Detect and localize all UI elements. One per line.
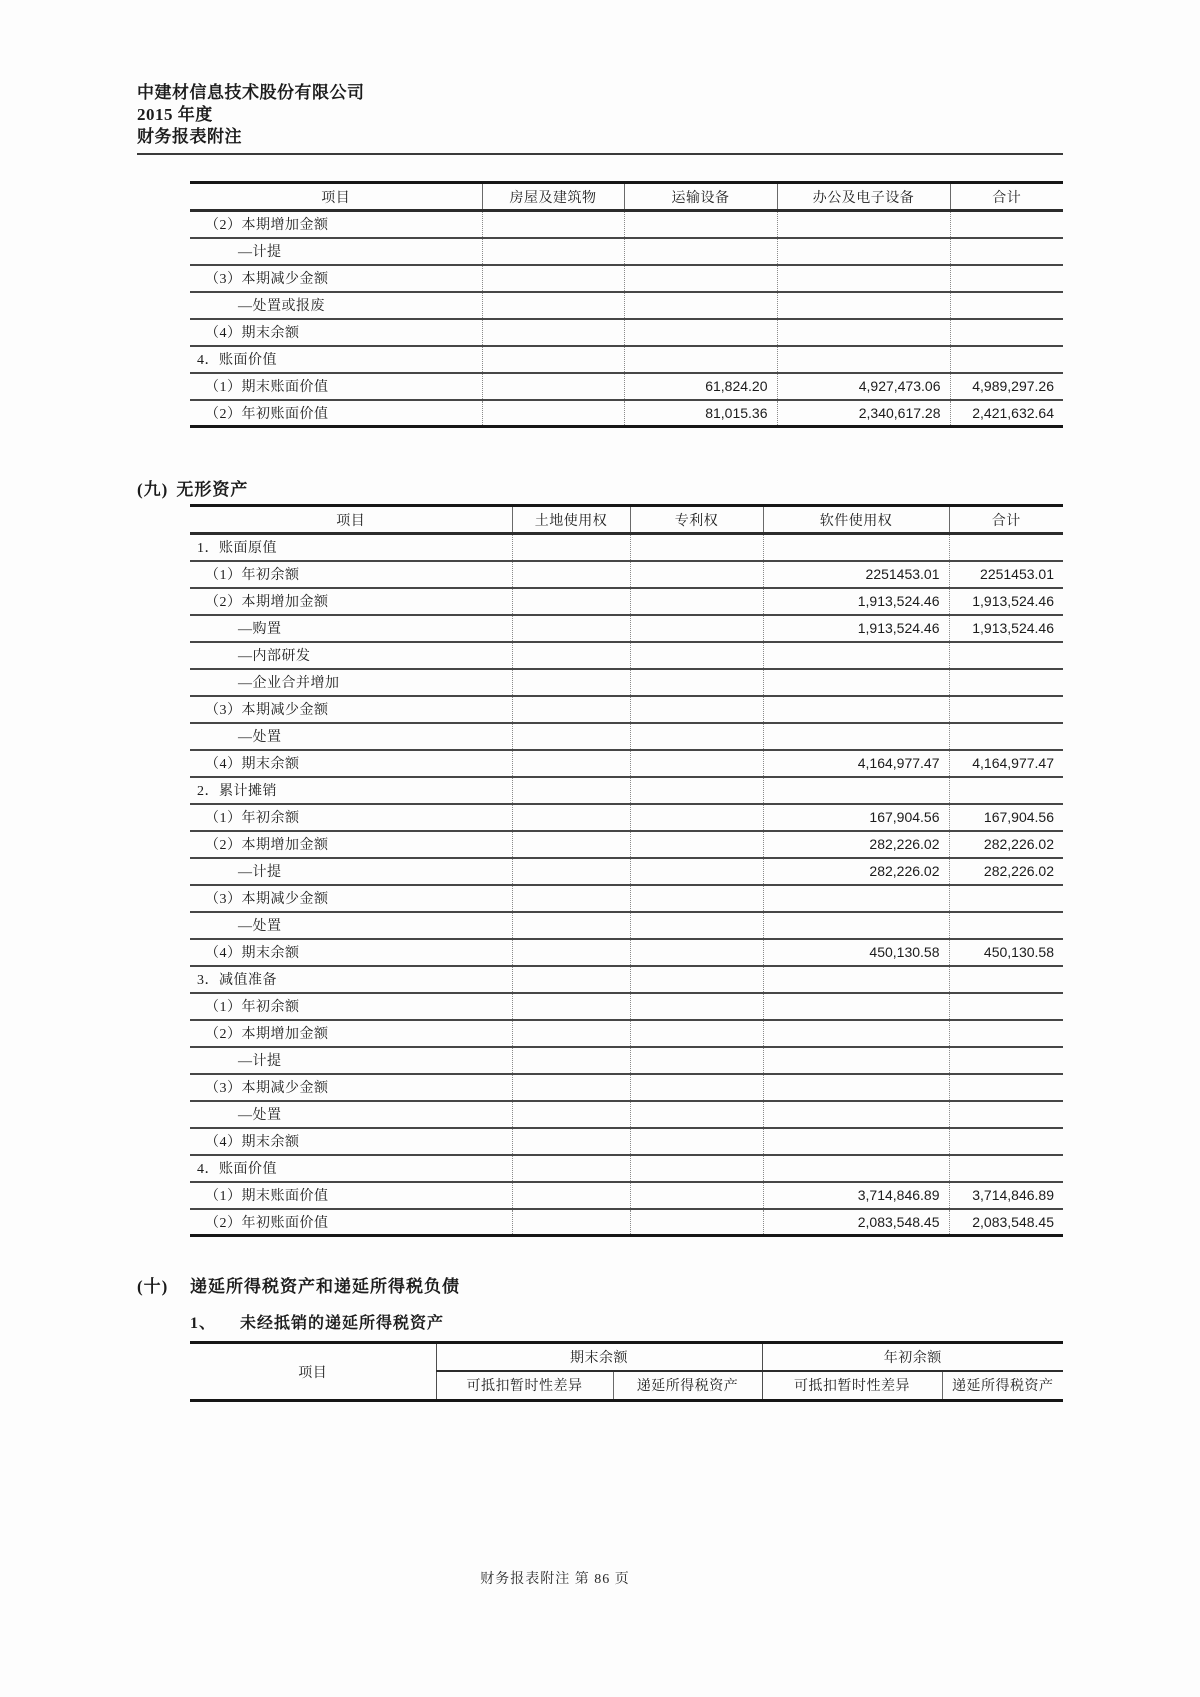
row-label: 4．账面价值 <box>190 1155 512 1182</box>
cell-value <box>512 1020 630 1047</box>
cell-value <box>763 966 949 993</box>
row-label: （4）期末余额 <box>190 939 512 966</box>
cell-value <box>630 885 763 912</box>
cell-value <box>777 292 950 319</box>
cell-value: 167,904.56 <box>763 804 949 831</box>
table-row <box>190 1101 1063 1128</box>
cell-value: 2,421,632.64 <box>950 400 1063 427</box>
cell-value <box>512 1074 630 1101</box>
table-row <box>190 885 1063 912</box>
column-header: 运输设备 <box>624 183 777 211</box>
table-row <box>190 723 1063 750</box>
cell-value <box>630 777 763 804</box>
column-header: 项目 <box>190 183 482 211</box>
column-header: 专利权 <box>630 506 763 534</box>
cell-value <box>512 966 630 993</box>
cell-value: 2,340,617.28 <box>777 400 950 427</box>
row-label: —计提 <box>190 1047 512 1074</box>
cell-value <box>950 211 1063 238</box>
cell-value: 4,164,977.47 <box>949 750 1063 777</box>
cell-value <box>482 292 624 319</box>
cell-value <box>950 292 1063 319</box>
row-label: —企业合并增加 <box>190 669 512 696</box>
cell-value: 4,927,473.06 <box>777 373 950 400</box>
table-row <box>190 534 1063 561</box>
cell-value <box>763 912 949 939</box>
section-9-title: 无形资产 <box>176 480 249 499</box>
row-label: （1）期末账面价值 <box>190 373 482 400</box>
cell-value <box>949 642 1063 669</box>
column-header-deferred-asset-end: 递延所得税资产 <box>613 1371 762 1401</box>
cell-value <box>482 211 624 238</box>
table-row <box>190 777 1063 804</box>
cell-value <box>950 319 1063 346</box>
table-row <box>190 831 1063 858</box>
cell-value <box>630 1047 763 1074</box>
cell-value <box>630 804 763 831</box>
cell-value <box>512 669 630 696</box>
cell-value <box>763 642 949 669</box>
table-row <box>190 561 1063 588</box>
fiscal-year: 2015 年度 <box>137 105 213 124</box>
cell-value <box>950 265 1063 292</box>
cell-value <box>512 885 630 912</box>
table-row <box>190 346 1063 373</box>
cell-value <box>949 534 1063 561</box>
table-row <box>190 642 1063 669</box>
subsection-1-title: 未经抵销的递延所得税资产 <box>240 1315 445 1332</box>
row-label: （2）年初账面价值 <box>190 1209 512 1236</box>
cell-value <box>763 993 949 1020</box>
table-row <box>190 939 1063 966</box>
cell-value <box>949 1047 1063 1074</box>
cell-value <box>630 642 763 669</box>
row-label: （1）期末账面价值 <box>190 1182 512 1209</box>
cell-value <box>512 723 630 750</box>
table-row <box>190 804 1063 831</box>
cell-value <box>763 1101 949 1128</box>
cell-value <box>949 1020 1063 1047</box>
column-header-item: 项目 <box>298 1365 328 1381</box>
table-row <box>190 1047 1063 1074</box>
cell-value: 3,714,846.89 <box>949 1182 1063 1209</box>
cell-value <box>482 373 624 400</box>
row-label: （3）本期减少金额 <box>190 885 512 912</box>
cell-value <box>624 211 777 238</box>
cell-value <box>630 1155 763 1182</box>
table-row <box>190 669 1063 696</box>
cell-value <box>949 669 1063 696</box>
cell-value <box>763 696 949 723</box>
column-header: 项目 <box>190 506 512 534</box>
row-label: 2．累计摊销 <box>190 777 512 804</box>
cell-value <box>763 885 949 912</box>
section-10-heading <box>137 1275 1200 1299</box>
cell-value <box>630 939 763 966</box>
cell-value <box>777 346 950 373</box>
cell-value <box>630 534 763 561</box>
cell-value <box>630 1209 763 1236</box>
row-label: —处置 <box>190 723 512 750</box>
cell-value <box>482 265 624 292</box>
cell-value <box>763 1047 949 1074</box>
cell-value <box>512 588 630 615</box>
cell-value <box>624 319 777 346</box>
cell-value <box>512 642 630 669</box>
cell-value <box>763 1074 949 1101</box>
cell-value: 2251453.01 <box>949 561 1063 588</box>
cell-value <box>777 211 950 238</box>
cell-value <box>949 885 1063 912</box>
table-row <box>190 292 1063 319</box>
company-name: 中建材信息技术股份有限公司 <box>137 83 365 102</box>
cell-value <box>763 1020 949 1047</box>
row-label: （4）期末余额 <box>190 750 512 777</box>
cell-value <box>512 1101 630 1128</box>
table-row <box>190 1128 1063 1155</box>
cell-value <box>482 319 624 346</box>
cell-value <box>630 750 763 777</box>
cell-value <box>512 534 630 561</box>
cell-value <box>763 1155 949 1182</box>
cell-value <box>630 696 763 723</box>
table-row <box>190 615 1063 642</box>
header-divider <box>137 153 1063 155</box>
doc-title: 财务报表附注 <box>137 127 242 146</box>
cell-value <box>630 669 763 696</box>
cell-value <box>763 1128 949 1155</box>
row-label: （1）年初余额 <box>190 804 512 831</box>
fixed-assets-table <box>190 181 1063 428</box>
cell-value <box>512 831 630 858</box>
cell-value: 1,913,524.46 <box>949 615 1063 642</box>
cell-value <box>630 912 763 939</box>
cell-value <box>630 1074 763 1101</box>
cell-value <box>949 912 1063 939</box>
cell-value <box>512 912 630 939</box>
table-row <box>190 1020 1063 1047</box>
cell-value <box>630 588 763 615</box>
table-row <box>190 1155 1063 1182</box>
section-10-number: (十) <box>137 1277 169 1296</box>
column-header: 土地使用权 <box>512 506 630 534</box>
cell-value: 282,226.02 <box>949 858 1063 885</box>
cell-value <box>777 238 950 265</box>
column-header-deductible-diff-begin: 可抵扣暂时性差异 <box>762 1371 942 1401</box>
deferred-tax-header-row-groups <box>190 1343 1063 1371</box>
column-header: 房屋及建筑物 <box>482 183 624 211</box>
cell-value <box>630 993 763 1020</box>
page-footer: 财务报表附注 第 86 页 <box>480 1572 630 1587</box>
deferred-tax-table <box>190 1341 1063 1402</box>
cell-value <box>624 265 777 292</box>
cell-value <box>777 319 950 346</box>
cell-value <box>949 777 1063 804</box>
cell-value <box>763 777 949 804</box>
intangible-assets-table <box>190 504 1063 1237</box>
row-label: （4）期末余额 <box>190 1128 512 1155</box>
row-label: （3）本期减少金额 <box>190 265 482 292</box>
cell-value: 81,015.36 <box>624 400 777 427</box>
cell-value: 282,226.02 <box>763 858 949 885</box>
cell-value <box>624 292 777 319</box>
cell-value <box>624 238 777 265</box>
cell-value <box>630 831 763 858</box>
row-label: —处置 <box>190 912 512 939</box>
column-header: 办公及电子设备 <box>777 183 950 211</box>
cell-value <box>482 400 624 427</box>
section-9-heading <box>137 478 1200 502</box>
cell-value <box>630 1128 763 1155</box>
row-label: —处置或报废 <box>190 292 482 319</box>
cell-value <box>624 346 777 373</box>
table-row <box>190 400 1063 427</box>
cell-value <box>512 696 630 723</box>
cell-value: 2,083,548.45 <box>949 1209 1063 1236</box>
cell-value: 282,226.02 <box>949 831 1063 858</box>
row-label: （1）年初余额 <box>190 993 512 1020</box>
table-row <box>190 588 1063 615</box>
table-row <box>190 966 1063 993</box>
cell-value: 3,714,846.89 <box>763 1182 949 1209</box>
table-row <box>190 211 1063 238</box>
cell-value: 61,824.20 <box>624 373 777 400</box>
row-label: （2）本期增加金额 <box>190 831 512 858</box>
cell-value <box>512 1182 630 1209</box>
table-header-row <box>190 506 1063 534</box>
subsection-1-number: 1、 <box>190 1315 217 1332</box>
cell-value <box>512 858 630 885</box>
cell-value <box>512 1209 630 1236</box>
cell-value <box>949 993 1063 1020</box>
table-row <box>190 1182 1063 1209</box>
cell-value <box>949 696 1063 723</box>
cell-value <box>482 346 624 373</box>
cell-value <box>512 750 630 777</box>
row-label: —内部研发 <box>190 642 512 669</box>
cell-value <box>949 1155 1063 1182</box>
row-label: （2）本期增加金额 <box>190 1020 512 1047</box>
cell-value <box>512 1128 630 1155</box>
cell-value <box>630 1182 763 1209</box>
row-label: （2）本期增加金额 <box>190 211 482 238</box>
cell-value <box>512 1047 630 1074</box>
table-row <box>190 319 1063 346</box>
subsection-1-heading <box>190 1313 1200 1335</box>
cell-value: 2,083,548.45 <box>763 1209 949 1236</box>
cell-value <box>512 615 630 642</box>
cell-value <box>949 1074 1063 1101</box>
column-group-period-end: 期末余额 <box>436 1343 762 1371</box>
cell-value <box>950 238 1063 265</box>
table-row <box>190 993 1063 1020</box>
cell-value: 1,913,524.46 <box>763 588 949 615</box>
table-row <box>190 1074 1063 1101</box>
section-10-title: 递延所得税资产和递延所得税负债 <box>190 1277 460 1296</box>
table-row <box>190 373 1063 400</box>
row-label: （1）年初余额 <box>190 561 512 588</box>
cell-value <box>512 561 630 588</box>
table-row <box>190 696 1063 723</box>
column-header: 软件使用权 <box>763 506 949 534</box>
cell-value <box>630 966 763 993</box>
cell-value: 450,130.58 <box>763 939 949 966</box>
cell-value: 450,130.58 <box>949 939 1063 966</box>
table-row <box>190 1209 1063 1236</box>
cell-value <box>763 534 949 561</box>
cell-value <box>949 1101 1063 1128</box>
table-row <box>190 265 1063 292</box>
row-label: 1．账面原值 <box>190 534 512 561</box>
cell-value <box>512 1155 630 1182</box>
table-row <box>190 750 1063 777</box>
cell-value <box>630 615 763 642</box>
table-header-row <box>190 183 1063 211</box>
column-header: 合计 <box>949 506 1063 534</box>
document-header <box>137 82 1063 155</box>
row-label: —计提 <box>190 238 482 265</box>
cell-value <box>949 723 1063 750</box>
table-row <box>190 858 1063 885</box>
cell-value: 1,913,524.46 <box>949 588 1063 615</box>
cell-value <box>949 1128 1063 1155</box>
cell-value <box>512 804 630 831</box>
cell-value <box>630 723 763 750</box>
cell-value <box>630 1020 763 1047</box>
cell-value <box>949 966 1063 993</box>
row-label: —购置 <box>190 615 512 642</box>
row-label: （4）期末余额 <box>190 319 482 346</box>
row-label: （3）本期减少金额 <box>190 1074 512 1101</box>
cell-value <box>512 939 630 966</box>
cell-value <box>950 346 1063 373</box>
row-label: （2）年初账面价值 <box>190 400 482 427</box>
cell-value: 1,913,524.46 <box>763 615 949 642</box>
row-label: —计提 <box>190 858 512 885</box>
cell-value <box>512 993 630 1020</box>
table-row <box>190 912 1063 939</box>
row-label: （3）本期减少金额 <box>190 696 512 723</box>
row-label: （2）本期增加金额 <box>190 588 512 615</box>
column-header: 合计 <box>950 183 1063 211</box>
row-label: 4．账面价值 <box>190 346 482 373</box>
cell-value: 167,904.56 <box>949 804 1063 831</box>
section-9-number: (九) <box>137 480 169 499</box>
cell-value <box>482 238 624 265</box>
cell-value <box>512 777 630 804</box>
column-header-deferred-asset-begin: 递延所得税资产 <box>942 1371 1063 1401</box>
table-row <box>190 238 1063 265</box>
cell-value <box>630 1101 763 1128</box>
cell-value: 2251453.01 <box>763 561 949 588</box>
cell-value <box>763 723 949 750</box>
cell-value: 282,226.02 <box>763 831 949 858</box>
column-header-deductible-diff-end: 可抵扣暂时性差异 <box>436 1371 613 1401</box>
row-label: 3．减值准备 <box>190 966 512 993</box>
cell-value <box>630 858 763 885</box>
column-group-period-begin: 年初余额 <box>762 1343 1063 1371</box>
cell-value <box>777 265 950 292</box>
cell-value <box>630 561 763 588</box>
cell-value <box>763 669 949 696</box>
cell-value: 4,164,977.47 <box>763 750 949 777</box>
cell-value: 4,989,297.26 <box>950 373 1063 400</box>
row-label: —处置 <box>190 1101 512 1128</box>
